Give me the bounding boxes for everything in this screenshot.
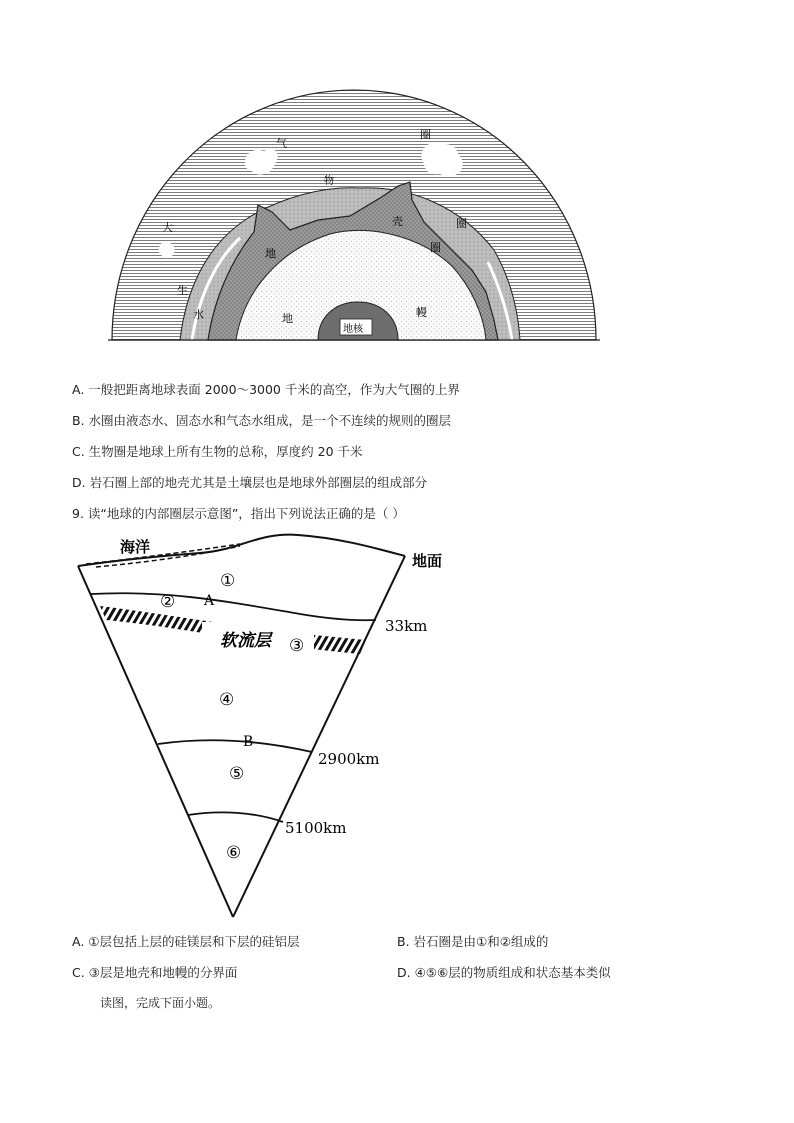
label-di1: 地	[265, 247, 276, 260]
q9-stem: 9. 读“地球的内部圈层示意图”，指出下列说法正确的是（ ）	[72, 506, 405, 521]
label-da: 大	[162, 221, 173, 234]
q9-option-a: A. ①层包括上层的硅镁层和下层的硅铝层	[72, 934, 300, 949]
label-wu: 物	[324, 176, 334, 187]
label-layer-2: ②	[160, 592, 176, 612]
label-ground: 地面	[412, 552, 443, 570]
label-qi: 气	[276, 137, 287, 150]
q8-option-d: D. 岩石圈上部的地壳尤其是土壤层也是地球外部圈层的组成部分	[72, 475, 428, 490]
label-quan3: 圈	[430, 241, 441, 254]
label-A: A	[204, 593, 215, 609]
label-5100km: 5100km	[285, 819, 347, 837]
label-shui: 水	[193, 308, 204, 321]
label-quan1: 圈	[420, 128, 431, 141]
label-di2: 地	[282, 312, 293, 325]
q8-option-a: A. 一般把距离地球表面 2000～3000 千米的高空，作为大气圈的上界	[72, 382, 460, 397]
label-man: 幔	[416, 306, 427, 319]
label-core: 地核	[343, 324, 363, 335]
label-asthenosphere: 软流层	[220, 631, 271, 651]
earth-spheres-figure	[100, 85, 610, 350]
label-sheng: 生	[177, 284, 188, 297]
q8-option-c: C. 生物圈是地球上所有生物的总称，厚度约 20 千米	[72, 444, 363, 459]
q8-option-b: B. 水圈由液态水、固态水和气态水组成，是一个不连续的规则的圈层	[72, 413, 452, 428]
q9-option-c: C. ③层是地壳和地幔的分界面	[72, 965, 238, 980]
label-qiao: 壳	[392, 215, 403, 228]
label-quan2: 圈	[456, 217, 467, 230]
label-ocean: 海洋	[120, 538, 151, 556]
boundary-5100	[188, 812, 283, 822]
label-layer-6: ⑥	[226, 843, 242, 863]
label-B: B	[243, 734, 254, 750]
cone-right-side	[233, 556, 405, 917]
label-layer-3: ③	[289, 636, 305, 656]
instruction-text: 读图，完成下面小题。	[100, 996, 221, 1010]
q9-option-b: B. 岩石圈是由①和②组成的	[397, 934, 549, 949]
label-layer-4: ④	[219, 690, 235, 710]
label-layer-5: ⑤	[229, 764, 245, 784]
label-2900km: 2900km	[318, 750, 380, 768]
label-33km: 33km	[385, 617, 428, 635]
q9-option-d: D. ④⑤⑥层的物质组成和状态基本类似	[397, 965, 611, 980]
boundary-B	[158, 740, 312, 752]
earth-interior-figure	[70, 525, 470, 925]
label-layer-1: ①	[220, 571, 236, 591]
